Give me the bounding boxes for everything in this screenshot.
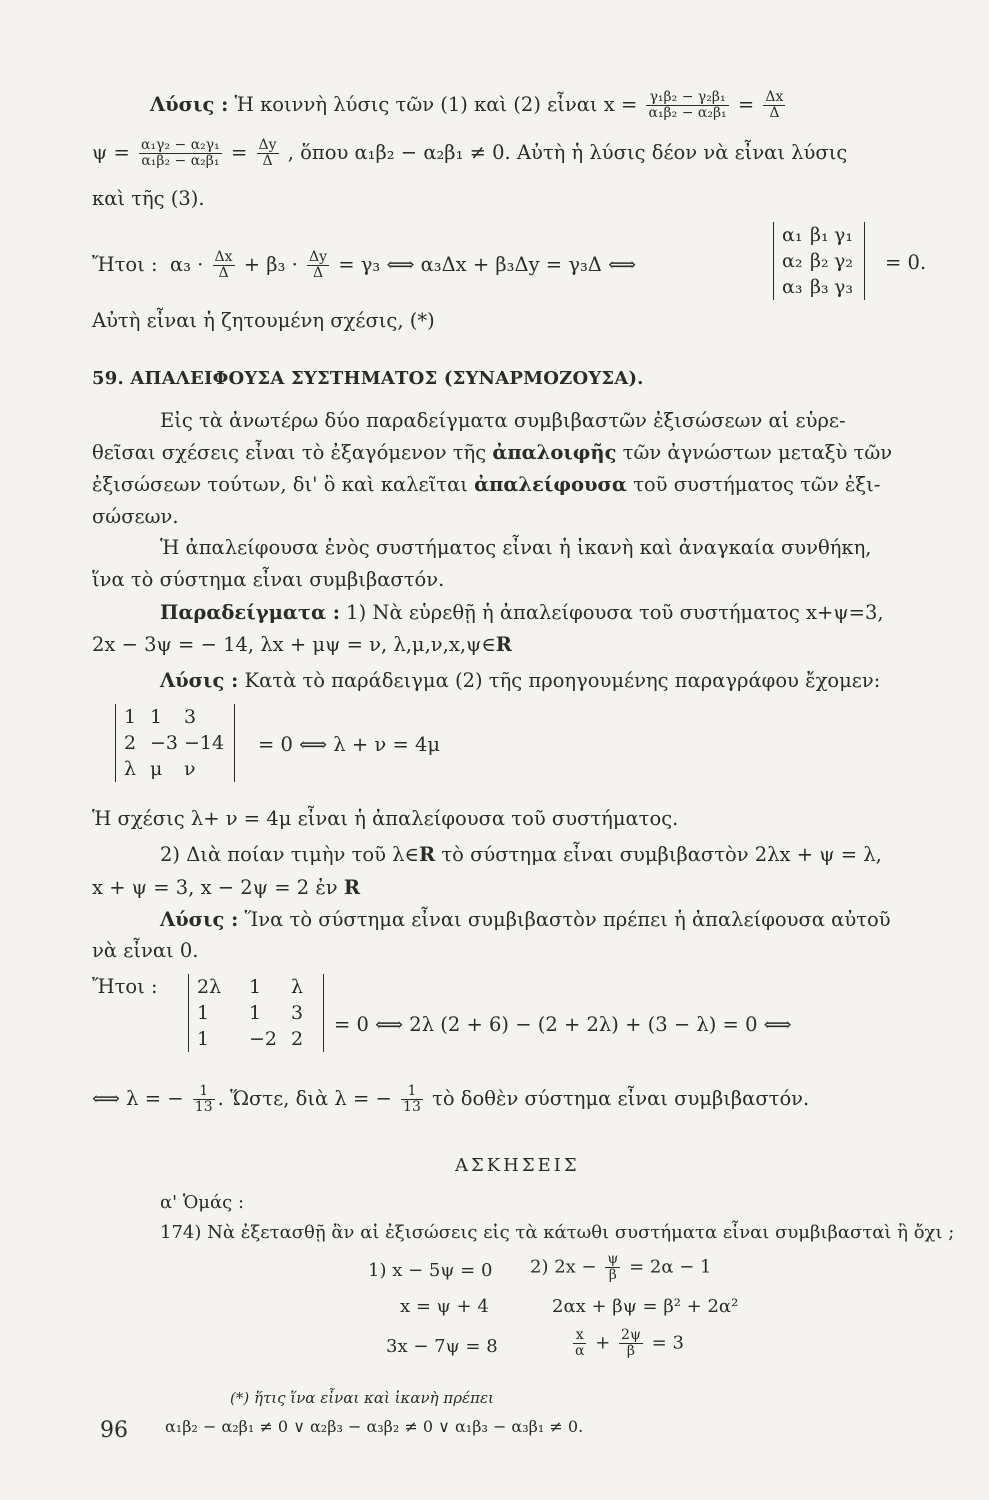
section-heading: 59. ΑΠΑΛΕΙΦΟΥΣΑ ΣΥΣΤΗΜΑΤΟΣ (ΣΥΝΑΡΜΟΖΟΥΣΑ). — [92, 368, 644, 389]
text: x + ψ = 3, x − 2ψ = 2 ἐν — [92, 876, 338, 899]
solution-line — [160, 907, 949, 933]
denominator: Δ — [312, 265, 324, 281]
det-row — [189, 974, 323, 1000]
det-cell: μ — [150, 758, 163, 780]
det-cell: −14 — [184, 732, 225, 754]
solution-line — [160, 668, 949, 694]
numerator: 2ψ — [621, 1327, 641, 1343]
system-2-eq-3 — [570, 1328, 684, 1359]
examples-lead: Παραδείγματα : — [160, 601, 340, 624]
det-row — [774, 248, 864, 274]
det-cell: 1 — [197, 1002, 210, 1024]
fraction-y — [139, 138, 222, 169]
numerator: α₁γ₂ − α₂γ₁ — [141, 137, 220, 153]
numerator: Δx — [765, 89, 784, 105]
text: Ἡ κοιννὴ λύσις τῶν (1) καὶ (2) εἶναι x = — [234, 93, 638, 116]
example-2-line-1 — [160, 842, 949, 868]
system-1-eq-3: 3x − 7ψ = 8 — [386, 1336, 498, 1357]
det-cell: −2 — [249, 1028, 278, 1050]
fraction-one-thirteenth — [401, 1084, 423, 1115]
paragraph-line: Ἡ ἀπαλείφουσα ἑνὸς συστήματος εἶναι ἡ ἱκανὴ καὶ ἀναγκαία συνθήκη, — [160, 536, 872, 559]
det-cell: α₁ — [782, 224, 803, 246]
etoi-label: Ἤτοι : — [92, 975, 158, 998]
fraction — [573, 1328, 586, 1359]
det-equation: = 0 ⟺ λ + ν = 4μ — [258, 733, 441, 756]
text: 2x − 3ψ = − 14, λx + μψ = ν, λ,μ,ν,x,ψ∈ — [92, 633, 496, 656]
text: τὸ σύστημα εἶναι συμβιβαστὸν 2λx + ψ = λ, — [441, 843, 882, 866]
paragraph-line: ἵνα τὸ σύστημα εἶναι συμβιβαστόν. — [92, 568, 445, 591]
example-2-line-2 — [92, 875, 949, 901]
numerator: 1 — [193, 1084, 215, 1100]
denominator: 13 — [403, 1099, 421, 1115]
text: ⟺ λ = − — [92, 1087, 184, 1110]
solution-line-3: καὶ τῆς (3). — [92, 187, 205, 210]
numerator: γ₁β₂ − γ₂β₁ — [646, 90, 728, 106]
det-cell: γ₃ — [834, 276, 853, 298]
example-line-2 — [92, 632, 949, 658]
exercises-group: α' Ὁμάς : — [160, 1192, 245, 1213]
text: Ἵνα τὸ σύστημα εἶναι συμβιβαστὸν πρέπει ἡ ἀπαλείφουσα αὐτοῦ — [244, 908, 891, 931]
text: τὸ δοθὲν σύστημα εἶναι συμβιβαστόν. — [432, 1087, 810, 1110]
denominator: β — [626, 1343, 636, 1359]
denominator: α — [575, 1343, 585, 1359]
paragraph-line: σώσεων. — [92, 505, 179, 528]
det-cell: 1 — [150, 706, 163, 728]
text: θεῖσαι σχέσεις εἶναι τὸ ἐξαγόμενον τῆς — [92, 441, 487, 464]
text: = 3 — [651, 1332, 684, 1354]
solution-line-5: Αὐτὴ εἶναι ἡ ζητουμένη σχέσις, (*) — [92, 309, 435, 332]
text: , ὅπου α₁β₂ − α₂β₁ ≠ 0. Αὐτὴ ἡ λύσις δέον νὰ εἶναι λύσις — [287, 141, 848, 164]
text: = γ₃ ⟺ α₃Δx + β₃Δy = γ₃Δ ⟺ — [338, 253, 637, 276]
exercise-174: 174) Νὰ ἐξετασθῇ ἂν αἱ ἐξισώσεις εἰς τὰ κάτωθι συστήματα εἶναι συμβιβασταὶ ἢ ὄχι ; — [160, 1222, 955, 1243]
text: ψ = — [92, 141, 130, 164]
reals-symbol: R — [495, 633, 512, 656]
det-row — [189, 1000, 323, 1026]
det-row — [116, 704, 234, 730]
fraction-dy-2 — [307, 250, 329, 281]
det-cell: 3 — [184, 706, 197, 728]
determinant-a — [115, 704, 235, 782]
fraction-dx — [763, 90, 785, 121]
paragraph-line — [92, 440, 949, 466]
det-row — [774, 222, 864, 248]
paragraph-line: Ἡ σχέσις λ+ ν = 4μ εἶναι ἡ ἀπαλείφουσα τοῦ συστήματος. — [92, 807, 679, 830]
denominator: α₁β₂ − α₂β₁ — [141, 153, 220, 169]
emphasis: ἀπαλοιφῆς — [492, 441, 617, 464]
det-row — [116, 730, 234, 756]
solution-lead: Λύσις : — [160, 908, 239, 931]
denominator: β — [608, 1267, 617, 1283]
det-equals: = 0. — [885, 251, 927, 274]
exercises-title: ΑΣΚΗΣΕΙΣ — [455, 1155, 580, 1176]
det-row — [116, 756, 234, 782]
fraction-one-thirteenth — [193, 1084, 215, 1115]
text: α₃ · — [169, 253, 204, 276]
footnote-line-1: (*) ἥτις ἵνα εἶναι καὶ ἱκανὴ πρέπει — [230, 1389, 494, 1407]
det-cell: β₁ — [810, 224, 829, 246]
text: . Ὥστε, διὰ λ = − — [217, 1087, 392, 1110]
text: 1) Νὰ εὑρεθῇ ἡ ἀπαλείφουσα τοῦ συστήματος x+ψ=3, — [346, 601, 884, 624]
fraction-x — [646, 90, 728, 121]
text: 2) 2x − — [530, 1256, 597, 1278]
solution-lead: Λύσις : — [150, 93, 229, 116]
det-cell: 3 — [291, 1002, 304, 1024]
numerator: ψ — [607, 1251, 619, 1267]
det-cell: γ₂ — [834, 250, 853, 272]
denominator: Δ — [218, 265, 229, 281]
det-cell: 2λ — [197, 976, 222, 998]
det-cell: 1 — [249, 976, 262, 998]
fraction-dy — [257, 138, 279, 169]
final-line — [92, 1084, 949, 1115]
det-cell: 1 — [249, 1002, 262, 1024]
footnote-line-2: α₁β₂ − α₂β₁ ≠ 0 ∨ α₂β₃ − α₃β₂ ≠ 0 ∨ α₁β₃ − α₃β₁ ≠ 0. — [165, 1417, 584, 1436]
text: + — [595, 1332, 611, 1354]
det-cell: α₃ — [782, 276, 803, 298]
denominator: Δ — [262, 153, 273, 169]
det-equation: = 0 ⟺ 2λ (2 + 6) − (2 + 2λ) + (3 − λ) = 0 ⟺ — [334, 1013, 792, 1036]
equals: = — [737, 93, 755, 116]
numerator: 1 — [401, 1084, 423, 1100]
reals-symbol: R — [343, 876, 361, 899]
reals-symbol: R — [418, 843, 436, 866]
text: 2) Διὰ ποίαν τιμὴν τοῦ λ∈ — [160, 843, 419, 866]
paragraph-line — [92, 472, 949, 498]
fraction — [605, 1252, 620, 1283]
system-2-eq-2: 2αx + βψ = β² + 2α² — [552, 1296, 739, 1317]
numerator: x — [573, 1328, 586, 1344]
det-cell: 2 — [124, 732, 137, 754]
det-cell: −3 — [150, 732, 179, 754]
system-1-eq-2: x = ψ + 4 — [400, 1296, 489, 1317]
det-cell: 1 — [124, 706, 137, 728]
example-line-1 — [160, 600, 949, 626]
fraction — [619, 1328, 643, 1359]
text: ἐξισώσεων τούτων, δι' ὃ καὶ καλεῖται — [92, 473, 468, 496]
text: Ἤτοι : — [92, 253, 158, 276]
denominator: α₁β₂ − α₂β₁ — [648, 105, 727, 121]
system-1-eq-1: 1) x − 5ψ = 0 — [368, 1260, 493, 1281]
numerator: Δy — [258, 137, 277, 153]
det-cell: λ — [291, 976, 304, 998]
denominator: Δ — [769, 105, 780, 121]
det-cell: α₂ — [782, 250, 803, 272]
equals: = — [230, 141, 248, 164]
page-number: 96 — [100, 1418, 128, 1443]
determinant-abc — [773, 222, 865, 300]
paragraph-line: νὰ εἶναι 0. — [92, 939, 199, 962]
text: = 2α − 1 — [629, 1256, 712, 1278]
denominator: 13 — [194, 1099, 213, 1115]
det-cell: β₃ — [810, 276, 829, 298]
text: Κατὰ τὸ παράδειγμα (2) τῆς προηγουμένης παραγράφου ἔχομεν: — [244, 669, 881, 692]
det-row — [774, 274, 864, 300]
det-cell: β₂ — [810, 250, 829, 272]
det-cell: 2 — [291, 1028, 304, 1050]
text: τοῦ συστήματος τῶν ἐξι- — [633, 473, 881, 496]
numerator: Δy — [309, 249, 328, 265]
det-row — [189, 1026, 323, 1052]
det-cell: γ₁ — [834, 224, 853, 246]
solution-line-1 — [150, 90, 949, 121]
system-2-eq-1 — [530, 1252, 711, 1283]
fraction-dx-2 — [213, 250, 235, 281]
det-cell: λ — [124, 758, 137, 780]
det-cell: 1 — [197, 1028, 210, 1050]
text: + β₃ · — [243, 253, 298, 276]
solution-lead: Λύσις : — [160, 669, 239, 692]
determinant-b — [188, 974, 324, 1052]
paragraph-line: Εἰς τὰ ἀνωτέρω δύο παραδείγματα συμβιβαστῶν ἐξισώσεων αἱ εὑρε- — [160, 409, 846, 432]
det-cell: ν — [184, 758, 196, 780]
emphasis: ἀπαλείφουσα — [474, 473, 627, 496]
text: τῶν ἀγνώστων μεταξὺ τῶν — [622, 441, 893, 464]
numerator: Δx — [214, 249, 233, 265]
solution-line-2 — [92, 138, 949, 169]
